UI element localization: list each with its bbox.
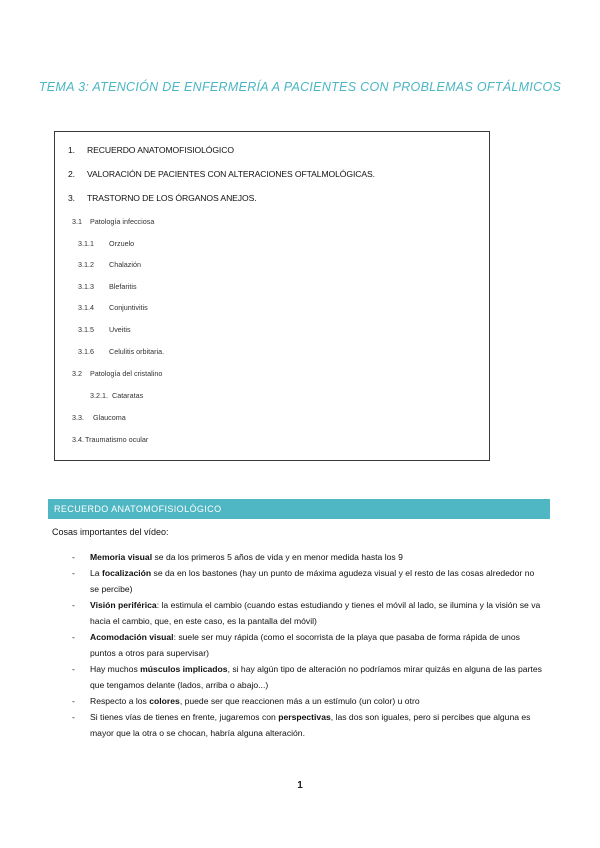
toc-item: 3.4.Traumatismo ocular bbox=[72, 435, 149, 444]
toc-item: 3.1.5 Uveitis bbox=[78, 325, 131, 334]
toc-item-label: Patología del cristalino bbox=[90, 369, 163, 378]
list-item: - La focalización se da en los bastones (hay un punto de máxima agudeza visual y el resto de las cosas alrededor no se percibe) bbox=[72, 565, 542, 597]
toc-item: 1. RECUERDO ANATOMOFISIOLÓGICO bbox=[68, 145, 234, 155]
section-intro: Cosas importantes del vídeo: bbox=[52, 527, 169, 537]
toc-item: 3.1.2 Chalazión bbox=[78, 260, 141, 269]
list-item: - Hay muchos músculos implicados, si hay algún tipo de alteración no podríamos mirar quizás en alguna de las partes que tengamos delante (lados, arriba o abajo...) bbox=[72, 661, 542, 693]
bullet-dash: - bbox=[72, 664, 75, 674]
table-of-contents bbox=[54, 131, 490, 461]
bullet-dash: - bbox=[72, 712, 75, 722]
toc-item-label: Conjuntivitis bbox=[109, 303, 148, 312]
toc-item-label: Patología infecciosa bbox=[90, 217, 155, 226]
list-item: - Si tienes vías de tienes en frente, jugaremos con perspectivas, las dos son iguales, pero si percibes que alguna es mayor que la otra o se chocan, habría alguna alteración. bbox=[72, 709, 542, 741]
toc-item-label: TRASTORNO DE LOS ÓRGANOS ANEJOS. bbox=[87, 193, 257, 203]
toc-item-label: Uveitis bbox=[109, 325, 131, 334]
list-item: - Acomodación visual: suele ser muy rápida (como el socorrista de la playa que pasaba de forma rápida de unos puntos a otros para supervisar) bbox=[72, 629, 542, 661]
toc-item-label: Chalazión bbox=[109, 260, 141, 269]
toc-item: 3.1.6 Celulitis orbitaria. bbox=[78, 347, 165, 356]
list-item: - Memoria visual se da los primeros 5 años de vida y en menor medida hasta los 9 bbox=[72, 549, 542, 565]
toc-item-label: Glaucoma bbox=[93, 413, 126, 422]
bullet-dash: - bbox=[72, 632, 75, 642]
section-header: RECUERDO ANATOMOFISIOLÓGICO bbox=[48, 499, 550, 519]
document-title: TEMA 3: ATENCIÓN DE ENFERMERÍA A PACIENTES CON PROBLEMAS OFTÁLMICOS bbox=[38, 80, 562, 94]
toc-item: 3. TRASTORNO DE LOS ÓRGANOS ANEJOS. bbox=[68, 193, 257, 203]
toc-item-label: Cataratas bbox=[112, 391, 144, 400]
toc-item: 2. VALORACIÓN DE PACIENTES CON ALTERACIONES OFTALMOLÓGICAS. bbox=[68, 169, 375, 179]
toc-item-label: VALORACIÓN DE PACIENTES CON ALTERACIONES OFTALMOLÓGICAS. bbox=[87, 169, 375, 179]
toc-item: 3.2.1. Cataratas bbox=[90, 391, 144, 400]
toc-item-label: Celulitis orbitaria. bbox=[109, 347, 165, 356]
toc-item-label: Blefaritis bbox=[109, 282, 137, 291]
list-item: - Respecto a los colores, puede ser que reaccionen más a un estímulo (un color) u otro bbox=[72, 693, 542, 709]
toc-item: 3.1 Patología infecciosa bbox=[72, 217, 155, 226]
toc-item: 3.1.1 Orzuelo bbox=[78, 239, 135, 248]
toc-item-label: RECUERDO ANATOMOFISIOLÓGICO bbox=[87, 145, 234, 155]
toc-item: 3.3. Glaucoma bbox=[72, 413, 126, 422]
bullet-dash: - bbox=[72, 568, 75, 578]
bullet-dash: - bbox=[72, 600, 75, 610]
page-number: 1 bbox=[297, 780, 303, 791]
list-item: - Visión periférica: la estimula el cambio (cuando estas estudiando y tienes el móvil al lado, se ilumina y la visión se va hacia el cambio, que, en este caso, es la pantalla del móvil) bbox=[72, 597, 542, 629]
bullet-dash: - bbox=[72, 696, 75, 706]
toc-item: 3.1.4 Conjuntivitis bbox=[78, 303, 148, 312]
bullet-dash: - bbox=[72, 552, 75, 562]
bullet-list bbox=[72, 549, 542, 741]
toc-item: 3.2 Patología del cristalino bbox=[72, 369, 163, 378]
toc-item-label: Orzuelo bbox=[109, 239, 135, 248]
toc-item: 3.1.3 Blefaritis bbox=[78, 282, 137, 291]
toc-item-label: Traumatismo ocular bbox=[85, 435, 149, 444]
